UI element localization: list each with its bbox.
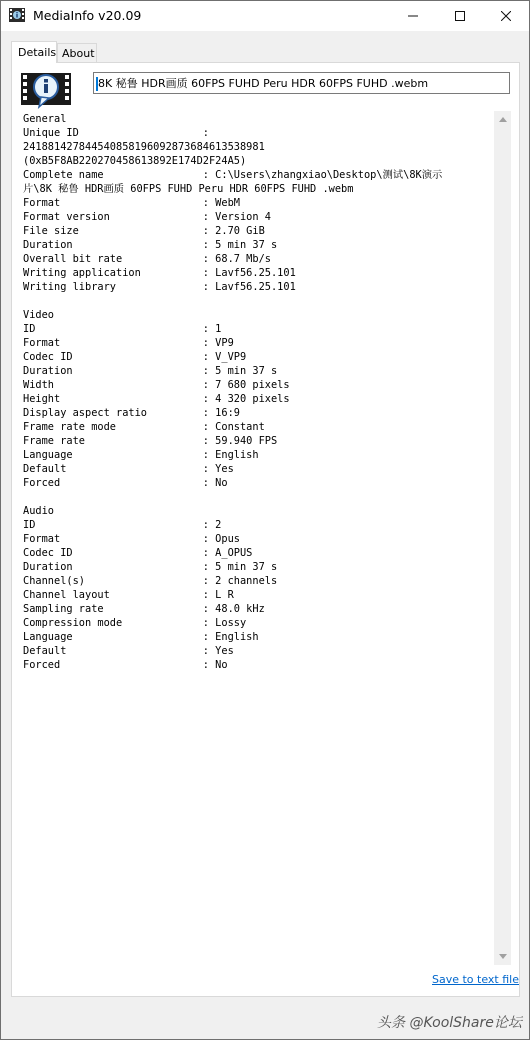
file-name-field[interactable]: [93, 72, 510, 94]
media-info-text: [15, 111, 494, 672]
info-line: Forced : No: [23, 477, 228, 489]
info-line: Sampling rate : 48.0 kHz: [23, 603, 265, 615]
close-icon: [501, 11, 511, 21]
info-line: General: [23, 113, 67, 125]
info-line: Channel(s) : 2 channels: [23, 575, 278, 587]
info-line: Format : WebM: [23, 197, 240, 209]
info-line: File size : 2.70 GiB: [23, 225, 265, 237]
mediainfo-icon: [9, 8, 25, 22]
info-line: Default : Yes: [23, 645, 234, 657]
info-line: Unique ID :: [23, 127, 209, 139]
vertical-scrollbar[interactable]: [494, 111, 511, 965]
info-line: (0xB5F8AB220270458613892E174D2F24A5): [23, 155, 247, 167]
info-line: Codec ID : A_OPUS: [23, 547, 253, 559]
blank-line: [23, 490, 494, 504]
info-line: Duration : 5 min 37 s: [23, 561, 278, 573]
close-button[interactable]: [483, 1, 529, 31]
info-line: Complete name : C:\Users\zhangxiao\Desktop\测试\8K演示: [23, 169, 443, 181]
info-line: Language : English: [23, 631, 259, 643]
info-line: Compression mode : Lossy: [23, 617, 247, 629]
info-line: Width : 7 680 pixels: [23, 379, 290, 391]
scroll-up-arrow-icon: [499, 117, 507, 122]
scroll-down-arrow-icon: [499, 954, 507, 959]
scroll-up-button[interactable]: [494, 111, 511, 128]
info-line: Format version : Version 4: [23, 211, 271, 223]
window-title: MediaInfo v20.09: [33, 8, 142, 23]
info-line: 片\8K 秘鲁 HDR画质 60FPS FUHD Peru HDR 60FPS FUHD .webm: [23, 183, 354, 195]
info-line: Overall bit rate : 68.7 Mb/s: [23, 253, 271, 265]
media-info-text-area[interactable]: [15, 111, 494, 965]
info-line: Duration : 5 min 37 s: [23, 365, 278, 377]
info-line: Display aspect ratio : 16:9: [23, 407, 240, 419]
info-line: Audio: [23, 505, 54, 517]
file-name-value: 8K 秘鲁 HDR画质 60FPS FUHD Peru HDR 60FPS FUHD .webm: [98, 77, 429, 90]
watermark-text: 头条 @KoolShare论坛: [377, 1015, 522, 1031]
info-line: Height : 4 320 pixels: [23, 393, 290, 405]
info-line: Channel layout : L R: [23, 589, 234, 601]
info-line: Video: [23, 309, 54, 321]
scroll-down-button[interactable]: [494, 948, 511, 965]
minimize-button[interactable]: [390, 1, 436, 31]
info-line: Writing application : Lavf56.25.101: [23, 267, 296, 279]
info-line: Default : Yes: [23, 463, 234, 475]
tab-details[interactable]: Details: [11, 41, 57, 63]
title-bar[interactable]: [1, 1, 529, 31]
info-line: Language : English: [23, 449, 259, 461]
maximize-button[interactable]: [437, 1, 483, 31]
blank-line: [23, 294, 494, 308]
save-to-text-file-link[interactable]: Save to text file: [432, 973, 519, 986]
maximize-icon: [455, 11, 465, 21]
info-line: Frame rate mode : Constant: [23, 421, 265, 433]
info-line: 241881427844540858196092873684613538981: [23, 141, 265, 153]
mediainfo-logo-icon: [21, 69, 71, 109]
info-line: Format : Opus: [23, 533, 240, 545]
info-line: ID : 1: [23, 323, 222, 335]
minimize-icon: [408, 11, 418, 21]
info-line: Frame rate : 59.940 FPS: [23, 435, 278, 447]
info-line: Writing library : Lavf56.25.101: [23, 281, 296, 293]
info-line: ID : 2: [23, 519, 222, 531]
info-line: Codec ID : V_VP9: [23, 351, 247, 363]
info-line: Forced : No: [23, 659, 228, 671]
info-line: Duration : 5 min 37 s: [23, 239, 278, 251]
tab-about[interactable]: About: [57, 43, 97, 63]
info-line: Format : VP9: [23, 337, 234, 349]
